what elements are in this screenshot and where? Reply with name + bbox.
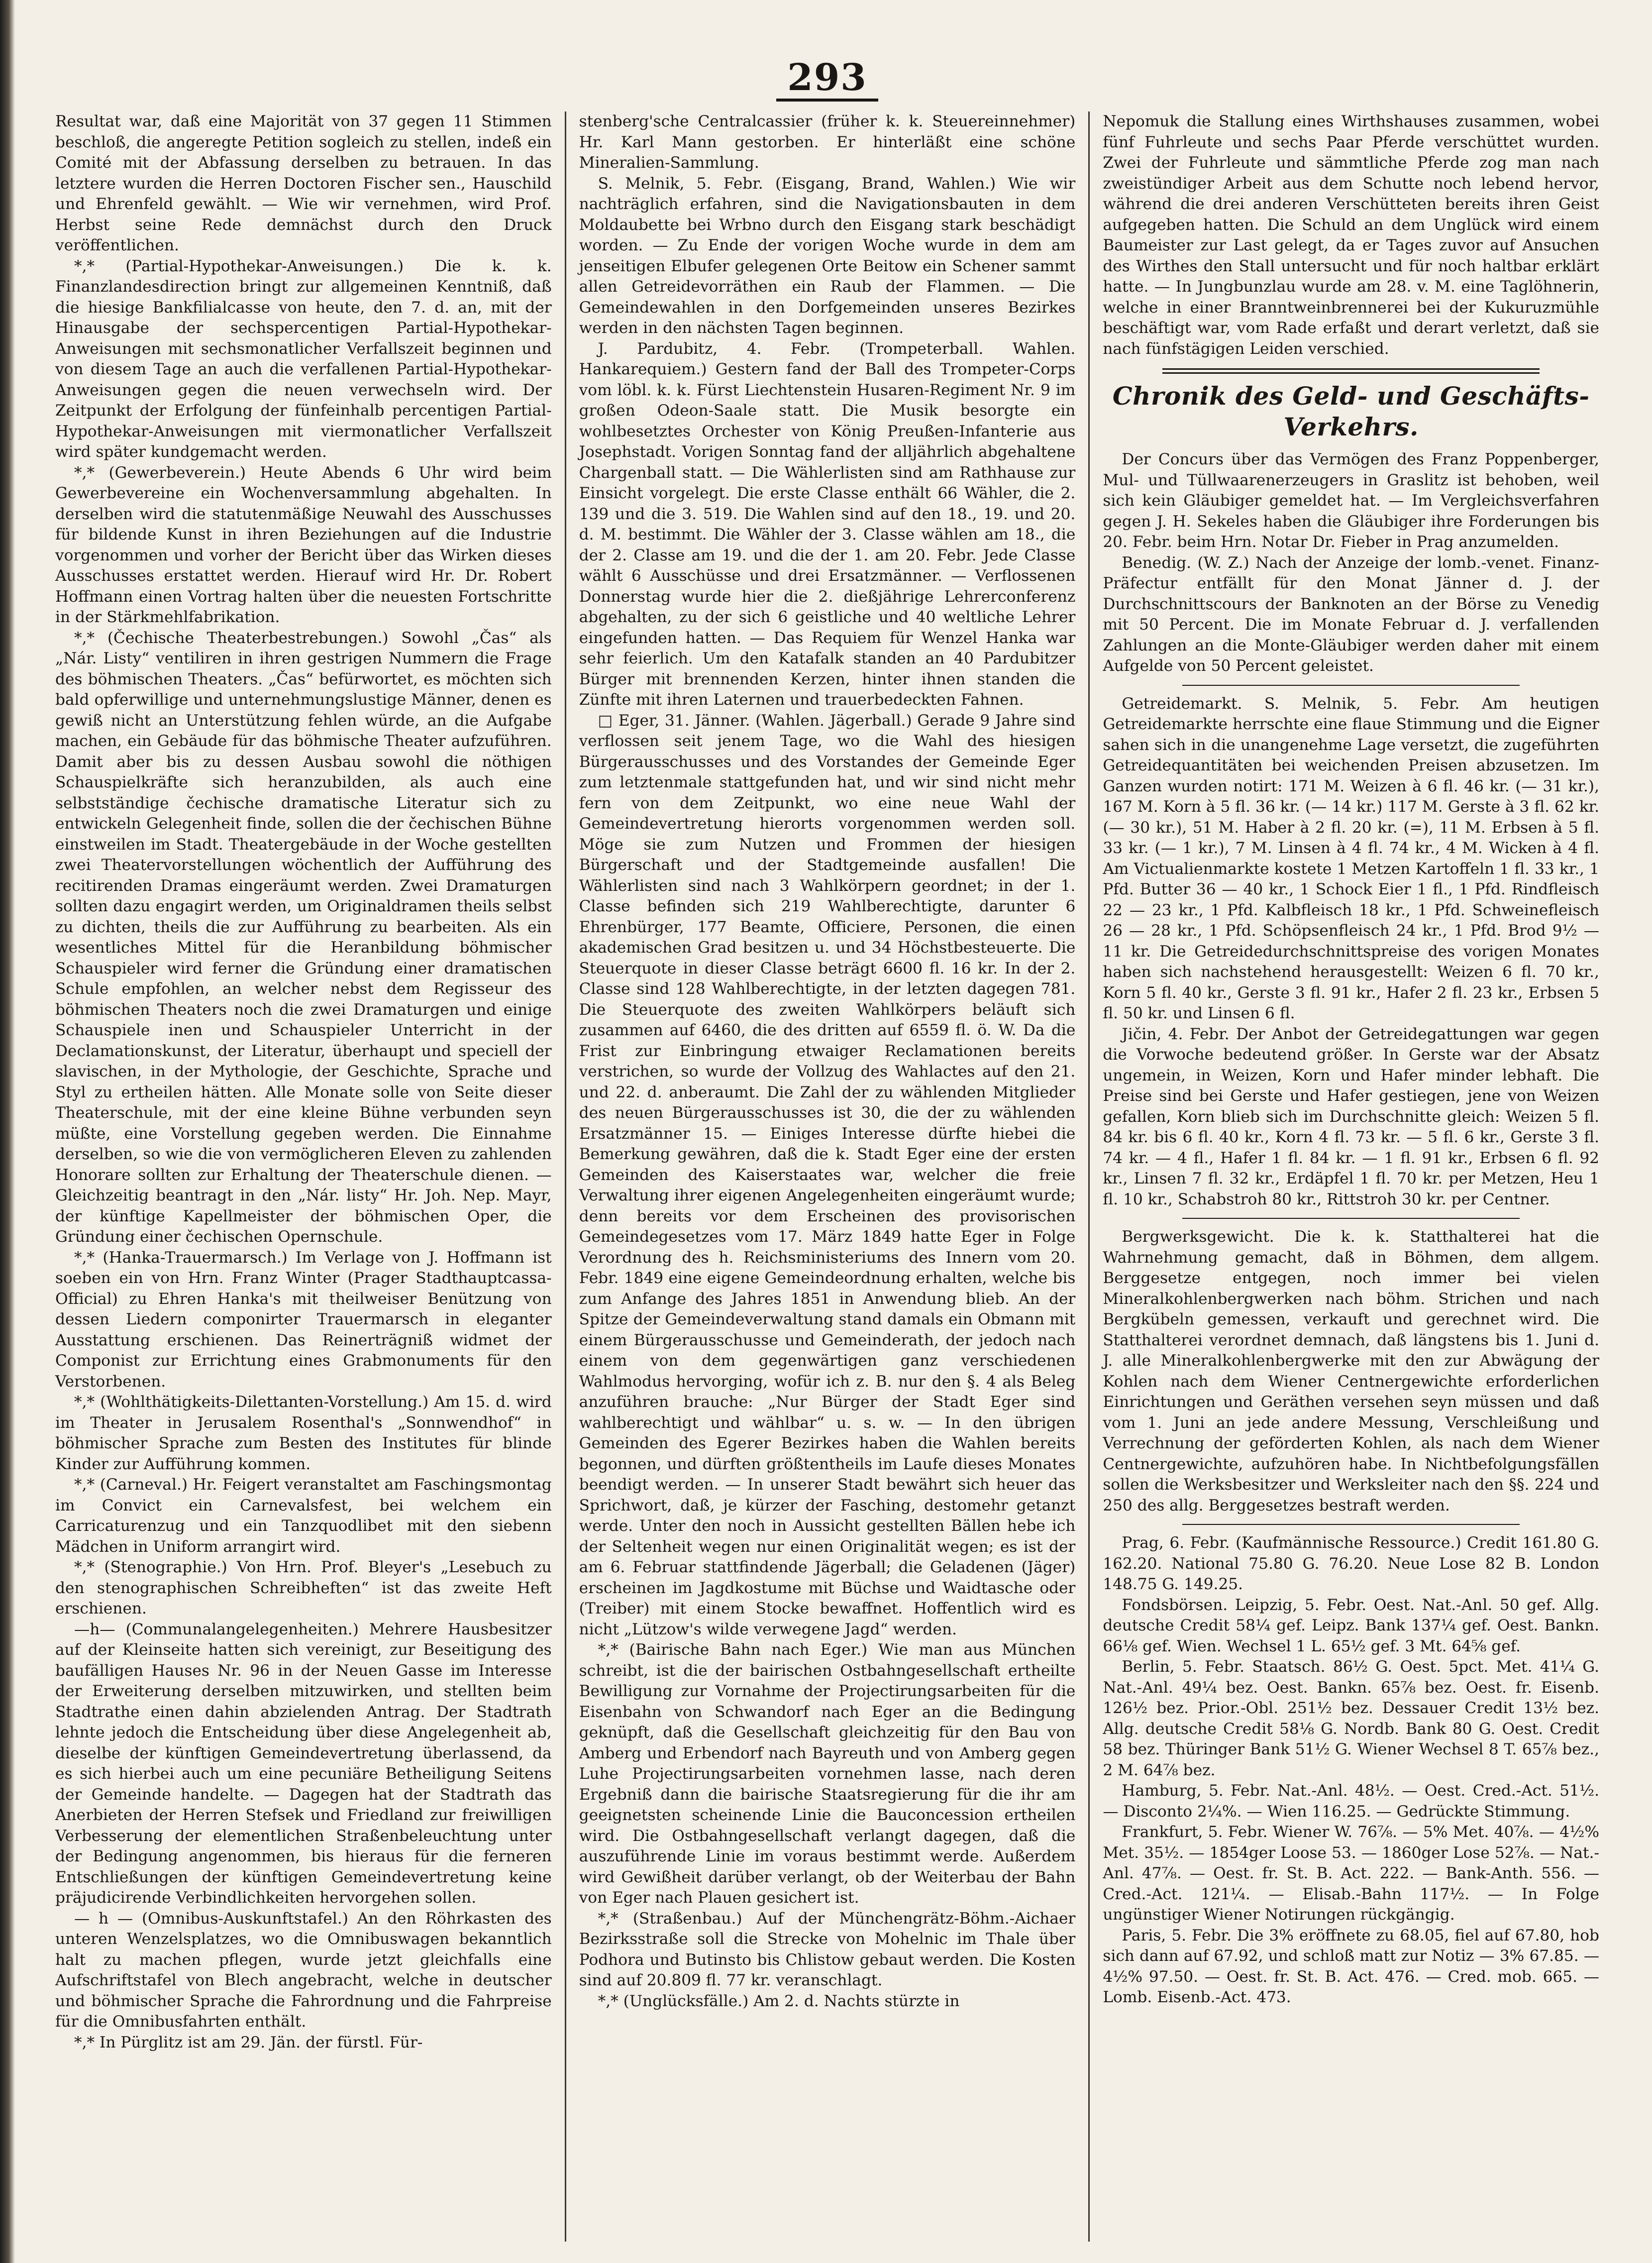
article-paragraph: Der Concurs über das Vermögen des Franz Poppenberger, Mul- und Tüllwaarenerzeugers in Graslitz ist behoben, weil sich kein Gläubiger gemeldet hat. — Im Vergleichsverfahren gegen J. H. Sekeles haben die Gläubiger ihre Forderungen bis 20. Febr. beim Hrn. Notar Dr. Fieber in Prag anzumelden. xyxy=(1103,450,1600,551)
article-paragraph: *,* (Bairische Bahn nach Eger.) Wie man aus München schreibt, ist die der bairischen Ostbahngesellschaft ertheilte Bewilligung zur Vornahme der Projectirungsarbeiten für die Eisenbahn von Schwandorf nach Eger an die Bedingung geknüpft, daß die Gesellschaft gleichzeitig für den Bau von Amberg und Erbendorf nach Bayreuth und von Amberg gegen Luhe Projectirungsarbeiten vornehmen lasse, nach deren Ergebniß dann die bairische Staatsregierung für die ihr am geeignetsten scheinende Linie die Bauconcession ertheilen wird. Die Ostbahngesellschaft verlangt dagegen, daß die auszuführende Linie im voraus bestimmt werde. Außerdem wird Gewißheit darüber verlangt, ob der Weiterbau der Bahn von Eger nach Plauen gesichert ist. xyxy=(579,1641,1076,1907)
rule-divider xyxy=(1182,685,1520,686)
article-paragraph: □ Eger, 31. Jänner. (Wahlen. Jägerball.) Gerade 9 Jahre sind verflossen seit jenem Tage, wo die Wahl des hiesigen Bürgerausschusses und des Vorstandes der Gemeinde Eger zum letztenmale stattgefunden hat, und wir sind nicht mehr fern von dem Zeitpunkt, wo eine neue Wahl der Gemeindevertretung hierorts vorgenommen werden soll. Möge sie zum Nutzen und Frommen der hiesigen Bürgerschaft und der Stadtgemeinde ausfallen! Die Wählerlisten sind nach 3 Wahlkörpern geordnet; in der 1. Classe befinden sich 219 Wahlberechtigte, darunter 6 Ehrenbürger, 177 Beamte, Officiere, Personen, die einen akademischen Grad besitzen u. und 34 Höchstbesteuerte. Die Steuerquote in dieser Classe beträgt 6600 fl. 16 kr. In der 2. Classe sind 128 Wahlberechtigte, in der letzten dagegen 781. Die Steuerquote des zweiten Wahlkörpers beläuft sich zusammen auf 6460, die des dritten auf 6559 fl. ö. W. Da die Frist zur Einbringung etwaiger Reclamationen bereits verstrichen, so wurde der Vollzug des Wahlactes auf den 21. und 22. d. anberaumt. Die Zahl der zu wählenden Mitglieder des neuen Bürgerausschusses ist 30, die der zu wählenden Ersatzmänner 15. — Einiges Interesse dürfte hiebei die Bemerkung gewähren, daß die k. Stadt Eger eine der ersten Gemeinden des Kaiserstaates war, welcher die freie Verwaltung ihrer eigenen Angelegenheiten eingeräumt wurde; denn bereits vor dem Erscheinen des provisorischen Gemeindegesetzes vom 17. März 1849 hatte Eger in Folge Verordnung des h. Reichsministeriums des Innern vom 20. Febr. 1849 eine eigene Gemeindeordnung erhalten, welche bis zum Anfange des Jahres 1851 in Anwendung blieb. An der Spitze der Gemeindeverwaltung stand damals ein Obmann mit einem Bürgerausschusse und Gemeinderath, der jedoch nach einem von dem gegenwärtigen ganz verschiedenen Wahlmodus hervorging, wofür ich z. B. nur den §. 4 als Beleg anzuführen brauche: „Nur Bürger der Stadt Eger sind wahlberechtigt und wählbar“ u. s. w. — In den übrigen Gemeinden des Egerer Bezirkes haben die Wahlen bereits begonnen, und dürften größtentheils im Laufe dieses Monates beendigt werden. — In unserer Stadt bewährt sich heuer das Sprichwort, daß, je kürzer der Fasching, destomehr getanzt werde. Unter den noch in Aussicht gestellten Bällen hebe ich der Seltenheit wegen nur einen Originalität wegen; es ist der am 6. Februar stattfindende Jägerball; die Geladenen (Jäger) erscheinen im Jagdkostume mit Büchse und Waidtasche oder (Treiber) mit einem Stocke bewaffnet. Hoffentlich wird es nicht „Lützow's wilde verwegene Jagd“ werden. xyxy=(579,711,1076,1638)
double-rule-divider xyxy=(1162,368,1540,374)
article-paragraph: Benedig. (W. Z.) Nach der Anzeige der lomb.-venet. Finanz-Präfectur entfällt für den Monat Jänner d. J. der Durchschnittscours der Banknoten an der Börse zu Venedig mit 50 Percent. Die im Monate Februar d. J. verfallenden Zahlungen an die Monte-Gläubiger werden daher mit einem Aufgelde von 50 Percent geleistet. xyxy=(1103,553,1600,675)
article-paragraph: Nepomuk die Stallung eines Wirthshauses zusammen, wobei fünf Fuhrleute und sechs Paar Pferde verschüttet wurden. Zwei der Fuhrleute und sämmtliche Pferde zog man nach zweistündiger Arbeit aus dem Schutte noch lebend hervor, während die drei anderen Verschütteten bereits ihren Geist aufgegeben hatten. Die Schuld an dem Unglück wird einem Baumeister zur Last gelegt, da er Tages zuvor auf Ansuchen des Wirthes den Stall untersucht und für noch haltbar erklärt hatte. — In Jungbunzlau wurde am 28. v. M. eine Taglöhnerin, welche in einer Branntweinbrennerei bei der Kukuruzmühle beschäftigt war, vom Rade erfaßt und derart verletzt, daß sie nach fünfstägigen Leiden verschied. xyxy=(1103,112,1600,358)
article-paragraph: Hamburg, 5. Febr. Nat.-Anl. 48½. — Oest. Cred.-Act. 51½. — Disconto 2¼%. — Wien 116.25. — Gedrückte Stimmung. xyxy=(1103,1782,1600,1821)
article-paragraph: Bergwerksgewicht. Die k. k. Statthalterei hat die Wahrnehmung gemacht, daß in Böhmen, dem allgem. Berggesetze entgegen, noch immer bei vielen Mineralkohlenbergwerken nach böhm. Strichen und nach Bergkübeln gemessen, verkauft und gerechnet wird. Die Statthalterei verordnet demnach, daß längstens bis 1. Juni d. J. alle Mineralkohlenbergwerke mit den zur Abwägung der Kohlen nach dem Wiener Centnergewichte erforderlichen Einrichtungen und Geräthen versehen seyn müssen und daß vom 1. Juni an jede andere Messung, Verschleißung und Verrechnung der geförderten Kohlen, als nach dem Wiener Centnergewichte, aufzuhören habe. In Nichtbefolgungsfällen sollen die Werksbesitzer und Werksleiter nach den §§. 224 und 250 des allg. Berggesetzes bestraft werden. xyxy=(1103,1228,1600,1514)
article-paragraph: *,* (Wohlthätigkeits-Dilettanten-Vorstellung.) Am 15. d. wird im Theater in Jerusalem Rosenthal's „Sonnwendhof“ in böhmischer Sprache zum Besten des Institutes für blinde Kinder zur Aufführung kommen. xyxy=(55,1393,552,1473)
article-paragraph: *,* (Unglücksfälle.) Am 2. d. Nachts stürzte in xyxy=(598,1992,960,2010)
article-paragraph: *,* (Carneval.) Hr. Feigert veranstaltet am Faschingsmontag im Convict ein Carnevalsfest, bei welchem ein Carricaturenzug und ein Tanzquodlibet mit den siebenn Mädchen in Uniform arrangirt wird. xyxy=(55,1476,552,1556)
article-paragraph: *,* (Straßenbau.) Auf der Münchengrätz-Böhm.-Aichaer Bezirksstraße soll die Strecke von Mohelnic im Thale über Podhora und Butinsto bis Chlistow gebaut werden. Die Kosten sind auf 20.809 fl. 77 kr. veranschlagt. xyxy=(579,1909,1076,1989)
section-heading: Chronik des Geld- und Geschäfts-Verkehrs. xyxy=(1112,381,1590,441)
article-paragraph: —h— (Communalangelegenheiten.) Mehrere Hausbesitzer auf der Kleinseite hatten sich vereinigt, zur Beseitigung des baufälligen Hauses Nr. 96 in der Neuen Gasse im Interesse der Erweiterung derselben mitzuwirken, und stellten beim Stadtrathe einen dahin abzielenden Antrag. Der Stadtrath lehnte jedoch die Entscheidung über diese Angelegenheit ab, dieselbe der künftigen Gemeindevertretung überlassend, da es sich hierbei auch um eine pecuniäre Betheiligung Seitens der Gemeinde handelte. — Dagegen hat der Stadtrath das Anerbieten der Herren Stefsek und Friedland zur freiwilligen Verbesserung der elementlichen Straßenbeleuchtung unter der Bedingung angenommen, bis hieraus für die ferneren Entschließungen der künftigen Gemeindevertretung keine präjudicirende Verbindlichkeiten hervorgehen sollen. xyxy=(55,1620,552,1907)
article-paragraph: — h — (Omnibus-Auskunftstafel.) An den Röhrkasten des unteren Wenzelsplatzes, wo die Omnibuswagen bekanntlich halt zu machen pflegen, wurde jetzt gleichfalls eine Aufschriftstafel von Blech angebracht, welche in deutscher und böhmischer Sprache die Fahrordnung und die Fahrpreise für die Omnibusfahrten enthält. xyxy=(55,1909,552,2031)
columns xyxy=(42,111,1612,2242)
rule-divider xyxy=(1182,1524,1520,1525)
article-paragraph: *,* (Stenographie.) Von Hrn. Prof. Bleyer's „Lesebuch zu den stenographischen Schreibheften“ ist das zweite Heft erschienen. xyxy=(55,1558,552,1617)
article-paragraph: Jičin, 4. Febr. Der Anbot der Getreidegattungen war gegen die Vorwoche bedeutend größer. In Gerste war der Absatz ungemein, in Weizen, Korn und Hafer minder lebhaft. Die Preise sind bei Gerste und Hafer gestiegen, jene von Weizen gefallen, Korn blieb sich im Durchschnitte gleich: Weizen 5 fl. 84 kr. bis 6 fl. 40 kr., Korn 4 fl. 73 kr. — 5 fl. 6 kr., Gerste 3 fl. 74 kr. — 4 fl., Hafer 1 fl. 84 kr. — 1 fl. 91 kr., Erbsen 6 fl. 92 kr., Linsen 7 fl. 32 kr., Erdäpfel 1 fl. 70 kr. per Metzen, Heu 1 fl. 10 kr., Schabstroh 80 kr., Rittstroh 30 kr. per Centner. xyxy=(1103,1025,1600,1208)
column-middle xyxy=(565,111,1089,2242)
article-paragraph: Frankfurt, 5. Febr. Wiener W. 76⅞. — 5% Met. 40⅞. — 4½% Met. 35½. — 1854ger Loose 53. — 1860ger Lose 52⅞. — Nat.-Anl. 47⅞. — Oest. fr. St. B. Act. 222. — Bank-Anth. 556. — Cred.-Act. 121¼. — Elisab.-Bahn 117½. — In Folge ungünstiger Wiener Notirungen rückgängig. xyxy=(1103,1823,1600,1924)
article-paragraph: *,* In Pürglitz ist am 29. Jän. der fürstl. Für- xyxy=(74,2033,423,2051)
column-right xyxy=(1088,111,1612,2242)
rule-divider xyxy=(1182,1218,1520,1219)
article-paragraph: Paris, 5. Febr. Die 3% eröffnete zu 68.05, fiel auf 67.80, hob sich dann auf 67.92, und schloß matt zur Notiz — 3% 67.85. — 4½% 97.50. — Oest. fr. St. B. Act. 476. — Cred. mob. 665. — Lomb. Eisenb.-Act. 473. xyxy=(1103,1926,1600,2006)
article-paragraph: *,* (Partial-Hypothekar-Anweisungen.) Die k. k. Finanzlandesdirection bringt zur allgemeinen Kenntniß, daß die hiesige Bankfilialcasse von heute, den 7. d. an, mit der Hinausgabe der sechspercentigen Partial-Hypothekar-Anweisungen mit sechsmonatlicher Verfallszeit beginnen und von diesem Tage an auch die verfallenen Partial-Hypothekar-Anweisungen gegen die neuen verwechseln wird. Der Zeitpunkt der Erfolgung der fünfeinhalb percentigen Partial-Hypothekar-Anweisungen mit viermonatlicher Verfallszeit wird später kundgemacht werden. xyxy=(55,257,552,461)
article-paragraph: Fondsbörsen. Leipzig, 5. Febr. Oest. Nat.-Anl. 50 gef. Allg. deutsche Credit 58¼ gef. Leipz. Bank 137¼ gef. Oest. Bankn. 66⅛ gef. Wien. Wechsel 1 L. 65½ gef. 3 Mt. 64⅝ gef. xyxy=(1103,1596,1600,1655)
article-paragraph: J. Pardubitz, 4. Febr. (Trompeterball. Wahlen. Hankarequiem.) Gestern fand der Ball des Trompeter-Corps vom löbl. k. k. Fürst Liechtenstein Husaren-Regiment Nr. 9 im großen Odeon-Saale statt. Die Musik besorgte ein wohlbesetztes Orchester von König Preußen-Infanterie aus Josephstadt. Vorigen Sonntag fand der alljährlich abgehaltene Chargenball statt. — Die Wählerlisten sind am Rathhause zur Einsicht vorgelegt. Die erste Classe enthält 66 Wähler, die 2. 139 und die 3. 519. Die Wahlen sind auf den 18., 19. und 20. d. M. bestimmt. Die Wähler der 3. Classe wählen am 18., die der 2. Classe am 19. und die der 1. am 20. Febr. Jede Classe wählt 6 Ausschüsse und drei Ersatzmänner. — Verflossenen Donnerstag wurde hier die 2. dießjährige Lehrerconferenz abgehalten, zu der sich 6 geistliche und 40 weltliche Lehrer eingefunden hatten. — Das Requiem für Wenzel Hanka war sehr feierlich. Um den Katafalk standen an 40 Pardubitzer Bürger mit brennenden Kerzen, hinter ihnen standen die Zünfte mit ihren Laternen und trauerbedeckten Fahnen. xyxy=(579,339,1076,709)
article-paragraph: Getreidemarkt. S. Melnik, 5. Febr. Am heutigen Getreidemarkte herrschte eine flaue Stimmung und die Eigner sahen sich in die unangenehme Lage versetzt, die zugeführten Getreidequantitäten bei weichenden Preisen abzusetzen. Im Ganzen wurden notirt: 171 M. Weizen à 6 fl. 46 kr. (— 31 kr.), 167 M. Korn à 5 fl. 36 kr. (— 14 kr.) 117 M. Gerste à 3 fl. 62 kr. (— 30 kr.), 51 M. Haber à 2 fl. 20 kr. (=), 11 M. Erbsen à 5 fl. 33 kr. (— 1 kr.), 7 M. Linsen à 4 fl. 74 kr., 4 M. Wicken à 4 fl. Am Victualienmarkte kostete 1 Metzen Kartoffeln 1 fl. 33 kr., 1 Pfd. Butter 36 — 40 kr., 1 Schock Eier 1 fl., 1 Pfd. Rindfleisch 22 — 23 kr., 1 Pfd. Kalbfleisch 18 kr., 1 Pfd. Schweinefleisch 26 — 28 kr., 1 Pfd. Schöpsenfleisch 24 kr., 1 Pfd. Brod 9½ — 11 kr. Die Getreidedurchschnittspreise des vorigen Monates haben sich nachstehend herausgestellt: Weizen 6 fl. 70 kr., Korn 5 fl. 40 kr., Gerste 3 fl. 91 kr., Hafer 2 fl. 23 kr., Erbsen 5 fl. 50 kr. und Linsen 6 fl. xyxy=(1103,694,1600,1022)
article-paragraph: *,* (Čechische Theaterbestrebungen.) Sowohl „Čas“ als „Nár. Listy“ ventiliren in ihren gestrigen Nummern die Frage des böhmischen Theaters. „Čas“ befürwortet, es möchten sich bald opferwillige und unternehmungslustige Männer, denen es gewiß nicht an Unterstützung fehlen würde, an die Aufgabe machen, ein Gebäude für das böhmische Theater aufzuführen. Damit aber bis zu dessen Ausbau sowohl die nöthigen Schauspielkräfte sich heranzubilden, als auch eine selbstständige čechische dramatische Literatur sich zu entwickeln Gelegenheit finde, sollen die der čechischen Bühne einstweilen im Stadt. Theatergebäude in der Woche gestellten zwei Theatervorstellungen wöchentlich der Aufführung des recitirenden Dramas eingeräumt werden. Zwei Dramaturgen sollten dazu engagirt werden, um Originaldramen theils selbst zu dichten, theils die zur Aufführung zu bearbeiten. Als ein wesentliches Mittel für die Heranbildung böhmischer Schauspieler wird ferner die Gründung einer dramatischen Schule empfohlen, an welcher nebst dem Regisseur des böhmischen Theaters noch die zwei Dramaturgen und einige Schauspiele inen und Schauspieler Unterricht in der Declamationskunst, der Literatur, überhaupt und speciell der slavischen, in der Mythologie, der Geschichte, Sprache und Styl zu ertheilen hätten. Alle Monate solle von Seite dieser Theaterschule, mit der eine kleine Bühne verbunden seyn müßte, eine Vorstellung gegeben werden. Die Einnahme derselben, so wie die von vermöglicheren Eleven zu zahlenden Honorare sollten zur Erhaltung der Theaterschule dienen. — Gleichzeitig beantragt in den „Nár. listy“ Hr. Joh. Nep. Mayr, der künftige Kapellmeister der böhmischen Oper, die Gründung einer čechischen Opernschule. xyxy=(55,629,552,1246)
article-paragraph: stenberg'sche Centralcassier (früher k. k. Steuereinnehmer) Hr. Karl Mann gestorben. Er hinterläßt eine schöne Mineralien-Sammlung. xyxy=(579,112,1076,172)
column-left xyxy=(42,111,565,2242)
article-paragraph: Berlin, 5. Febr. Staatsch. 86½ G. Oest. 5pct. Met. 41¼ G. Nat.-Anl. 49¼ bez. Oest. Bankn. 65⅞ bez. Oest. fr. Eisenb. 126½ bez. Prior.-Obl. 251½ bez. Dessauer Credit 13½ bez. Allg. deutsche Credit 58⅛ G. Nordb. Bank 80 G. Oest. Credit 58 bez. Thüringer Bank 51½ G. Wiener Wechsel 8 T. 65⅞ bez., 2 M. 64⅞ bez. xyxy=(1103,1658,1600,1779)
page-number: 293 xyxy=(42,55,1612,101)
article-paragraph: Prag, 6. Febr. (Kaufmännische Ressource.) Credit 161.80 G. 162.20. National 75.80 G. 76.20. Neue Lose 82 B. London 148.75 G. 149.25. xyxy=(1103,1534,1600,1593)
article-paragraph: *,* (Gewerbeverein.) Heute Abends 6 Uhr wird beim Gewerbevereine ein Wochenversammlung abgehalten. In derselben wird die statutenmäßige Neuwahl des Ausschusses für bildende Kunst in ihren Beziehungen auf die Industrie vorgenommen und vorher der Bericht über das Wirken dieses Ausschusses erstattet werden. Hierauf wird Hr. Dr. Robert Hoffmann einen Vortrag halten über die neuesten Fortschritte in der Stärkmehlfabrikation. xyxy=(55,463,552,626)
scan-edge-shadow xyxy=(0,0,15,2263)
article-paragraph: *,* (Hanka-Trauermarsch.) Im Verlage von J. Hoffmann ist soeben ein von Hrn. Franz Winter (Prager Stadthauptcassa-Official) zu Ehren Hanka's mit theilweiser Benützung von dessen Liedern componirter Trauermarsch in eleganter Ausstattung erschienen. Das Reinerträgniß widmet der Componist zur Errichtung eines Grabmonuments für den Verstorbenen. xyxy=(55,1248,552,1391)
article-paragraph: Resultat war, daß eine Majorität von 37 gegen 11 Stimmen beschloß, die angeregte Petition sogleich zu stellen, indeß ein Comité mit der Abfassung derselben zu betrauen. In das letztere wurden die Herren Doctoren Fischer sen., Hauschild und Ehrenfeld gewählt. — Wie wir vernehmen, wird Prof. Herbst seine Rede demnächst durch den Druck veröffentlichen. xyxy=(55,112,552,254)
article-paragraph: S. Melnik, 5. Febr. (Eisgang, Brand, Wahlen.) Wie wir nachträglich erfahren, sind die Navigationsbauten in dem Moldaubette bei Wrbno durch den Eisgang stark beschädigt worden. — Zu Ende der vorigen Woche wurde in dem am jenseitigen Elbufer gelegenen Orte Beitow ein Schener sammt allen Getreidevorräthen ein Raub der Flammen. — Die Gemeindewahlen in den Dorfgemeinden unseres Bezirkes werden in den nächsten Tagen beginnen. xyxy=(579,174,1076,337)
